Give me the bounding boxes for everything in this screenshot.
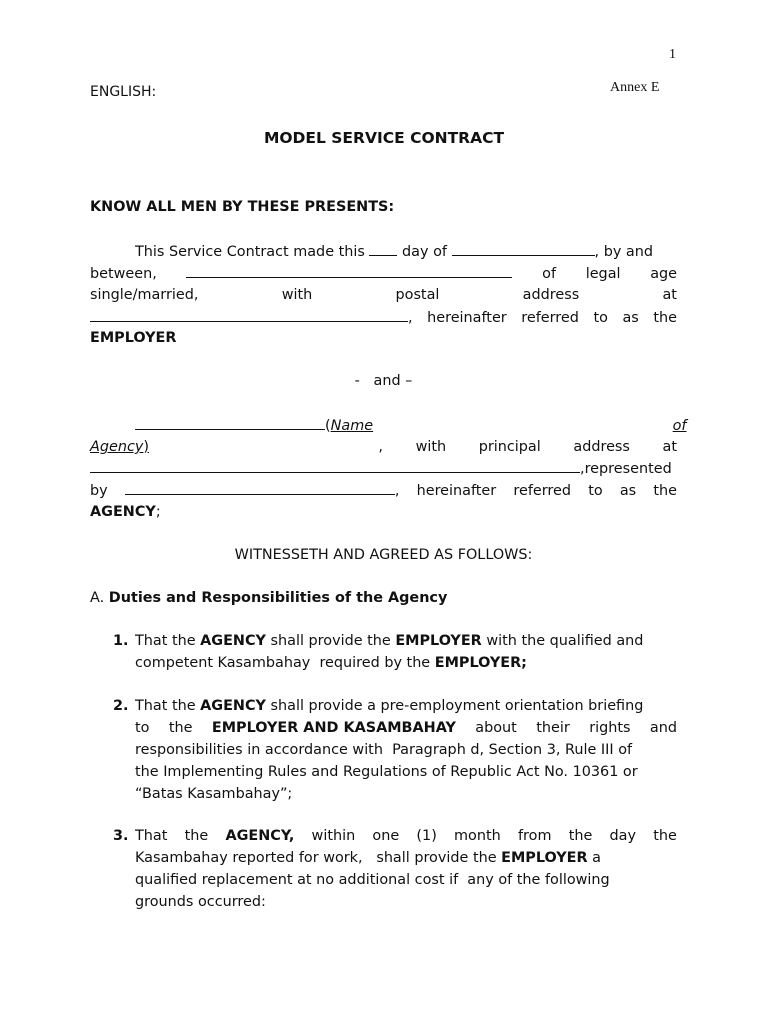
item-2-line3: responsibilities in accordance with Paragraph d, Section 3, Rule III of: [135, 742, 633, 758]
item-3-line3: qualified replacement at no additional cost if any of the following: [135, 872, 610, 888]
para2-line1: (Name of: [90, 414, 677, 436]
blank-employer-address: [90, 306, 408, 322]
and-separator: - and –: [354, 373, 413, 389]
para2-line3: ,represented: [90, 457, 677, 479]
annex-label: Annex E: [610, 80, 660, 95]
para1-line1: This Service Contract made this day of , by and: [90, 240, 677, 262]
item-2-line1: That the AGENCY shall provide a pre-employment orientation briefing: [135, 698, 644, 714]
item-2-line2: to the EMPLOYER AND KASAMBAHAY about their rights and: [135, 720, 677, 736]
employer-label: EMPLOYER: [90, 330, 177, 346]
page-number: 1: [669, 47, 676, 62]
item-2-number: 2.: [113, 698, 129, 714]
agency-label: AGENCY;: [90, 504, 161, 520]
para1-line4: , hereinafter referred to as the: [90, 306, 677, 328]
document-title: MODEL SERVICE CONTRACT: [263, 129, 505, 147]
para1-line2: between, of legal age: [90, 262, 677, 284]
blank-agency-name: [135, 414, 325, 430]
item-3-line4: grounds occurred:: [135, 894, 266, 910]
blank-representative: [125, 479, 395, 495]
language-label: ENGLISH:: [90, 84, 157, 100]
blank-month: [452, 240, 595, 256]
item-3-number: 3.: [113, 828, 129, 844]
item-1-line1: That the AGENCY shall provide the EMPLOYER with the qualified and: [135, 633, 644, 649]
para2-line2: Agency) , with principal address at: [90, 439, 677, 455]
blank-day: [369, 240, 397, 256]
item-3-line2: Kasambahay reported for work, shall provide the EMPLOYER a: [135, 850, 601, 866]
para2-line4: by , hereinafter referred to as the: [90, 479, 677, 501]
item-2-line5: “Batas Kasambahay”;: [135, 786, 293, 802]
item-1-line2: competent Kasambahay required by the EMPLOYER;: [135, 655, 527, 671]
witnesseth-heading: WITNESSETH AND AGREED AS FOLLOWS:: [234, 547, 533, 563]
para1-line3: single/married, with postal address at: [90, 287, 677, 303]
item-1-number: 1.: [113, 633, 129, 649]
blank-employer-name: [186, 262, 512, 278]
blank-agency-address: [90, 457, 580, 473]
preamble: KNOW ALL MEN BY THESE PRESENTS:: [90, 199, 395, 215]
section-a-heading: A. Duties and Responsibilities of the Agency: [90, 590, 448, 606]
item-2-line4: the Implementing Rules and Regulations of Republic Act No. 10361 or: [135, 764, 638, 780]
item-3-line1: That the AGENCY, within one (1) month from the day the: [135, 828, 677, 844]
